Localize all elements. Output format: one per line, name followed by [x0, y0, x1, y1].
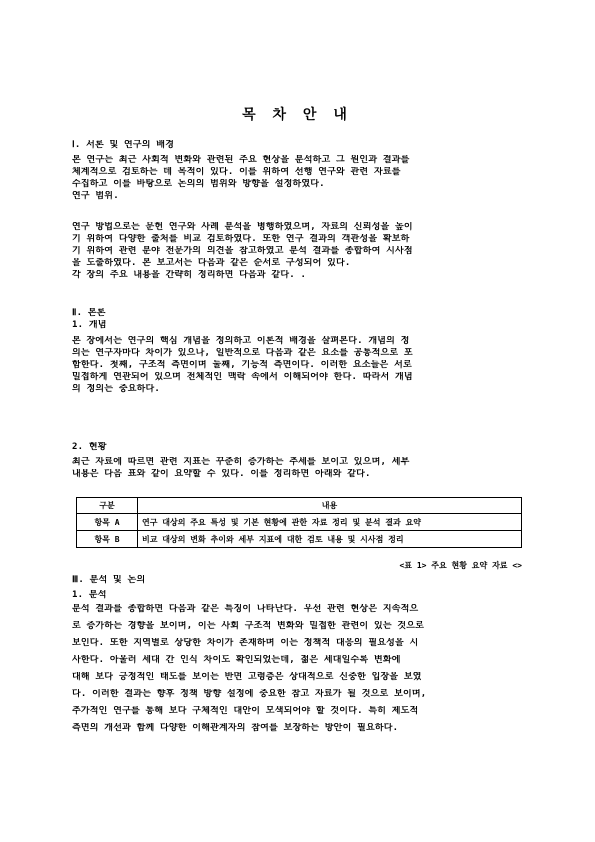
paragraph-line: 보인다. 또한 지역별로 상당한 차이가 존재하며 이는 정책적 대응의 필요성을 시	[72, 638, 419, 648]
table-header-cell: 구분	[77, 498, 138, 514]
paragraph-line: 의 정의는 중요하다.	[72, 384, 161, 394]
section-heading: Ⅱ. 본론	[72, 308, 106, 318]
table-caption: <표 1> 주요 현황 요약 자료 <>	[399, 561, 522, 570]
paragraph-line: 본 연구는 최근 사회적 변화와 관련된 주요 현상을 분석하고 그 원인과 결과를	[72, 155, 410, 165]
paragraph-line: 로 증가하는 경향을 보이며, 이는 사회 구조적 변화와 밀접한 관련이 있는 것으로	[72, 621, 425, 631]
subsection-heading: 1. 분석	[72, 590, 107, 600]
paragraph-line: 함한다. 첫째, 구조적 측면이며 둘째, 기능적 측면이다. 이러한 요소들은 서로	[72, 360, 412, 370]
paragraph-line: 각 장의 주요 내용을 간략히 정리하면 다음과 같다. .	[72, 270, 307, 280]
paragraph-line: 체계적으로 검토하는 데 목적이 있다. 이를 위하여 선행 연구와 관련 자료를	[72, 167, 401, 177]
paragraph-line: 다. 이러한 결과는 향후 정책 방향 설정에 중요한 참고 자료가 될 것으로 보이며,	[72, 689, 427, 699]
paragraph-line: 기 위하여 관련 분야 전문가의 의견을 참고하였고 분석 결과를 종합하여 시사점	[72, 246, 413, 256]
paragraph-line: 연구 범위.	[72, 191, 119, 201]
document-title: 목 차 안 내	[242, 107, 353, 123]
paragraph-line: 본 장에서는 연구의 핵심 개념을 정의하고 이론적 배경을 살펴본다. 개념의 정	[72, 336, 410, 346]
table-header-row	[77, 498, 522, 514]
table-row	[77, 531, 522, 548]
paragraph-line: 대해 보다 긍정적인 태도를 보이는 반면 고령층은 상대적으로 신중한 입장을 보였	[72, 672, 422, 682]
paragraph-line: 측면의 개선과 함께 다양한 이해관계자의 참여를 보장하는 방안이 필요하다.	[72, 723, 399, 733]
table-cell: 항목 B	[77, 531, 138, 548]
paragraph-line: 분석 결과를 종합하면 다음과 같은 특징이 나타난다. 우선 관련 현상은 지속적으	[72, 604, 419, 614]
subsection-heading: 2. 현황	[72, 442, 107, 452]
paragraph-line: 내용은 다음 표와 같이 요약할 수 있다. 이를 정리하면 아래와 같다.	[72, 469, 371, 479]
summary-table	[76, 497, 522, 548]
paragraph-line: 사한다. 아울러 세대 간 인식 차이도 확인되었는데, 젊은 세대일수록 변화에	[72, 655, 401, 665]
table-cell: 항목 A	[77, 514, 138, 531]
paragraph-line: 밀접하게 연관되어 있으며 전체적인 맥락 속에서 이해되어야 한다. 따라서 개념	[72, 372, 413, 382]
paragraph-line: 의는 연구자마다 차이가 있으나, 일반적으로 다음과 같은 요소를 공통적으로 포	[72, 348, 413, 358]
paragraph-line: 기 위하여 다양한 출처를 비교 검토하였다. 또한 연구 결과의 객관성을 확보하	[72, 234, 410, 244]
table-cell: 비교 대상의 변화 추이와 세부 지표에 대한 검토 내용 및 시사점 정리	[138, 531, 522, 548]
section-heading: Ⅲ. 분석 및 논의	[72, 575, 146, 585]
subsection-heading: 1. 개념	[72, 320, 107, 330]
table-row	[77, 514, 522, 531]
paragraph-line: 추가적인 연구를 통해 보다 구체적인 대안이 모색되어야 할 것이다. 특히 제도적	[72, 706, 419, 716]
table-header-cell: 내용	[138, 498, 522, 514]
section-heading: Ⅰ. 서론 및 연구의 배경	[72, 140, 175, 150]
paragraph-line: 최근 자료에 따르면 관련 지표는 꾸준히 증가하는 추세를 보이고 있으며, 세부	[72, 457, 410, 467]
table-cell: 연구 대상의 주요 특성 및 기본 현황에 관한 자료 정리 및 분석 결과 요약	[138, 514, 522, 531]
paragraph-line: 을 도출하였다. 본 보고서는 다음과 같은 순서로 구성되어 있다.	[72, 258, 351, 268]
paragraph-line: 연구 방법으로는 문헌 연구와 사례 분석을 병행하였으며, 자료의 신뢰성을 높이	[72, 222, 413, 232]
paragraph-line: 수집하고 이를 바탕으로 논의의 범위와 방향을 설정하였다.	[72, 179, 325, 189]
